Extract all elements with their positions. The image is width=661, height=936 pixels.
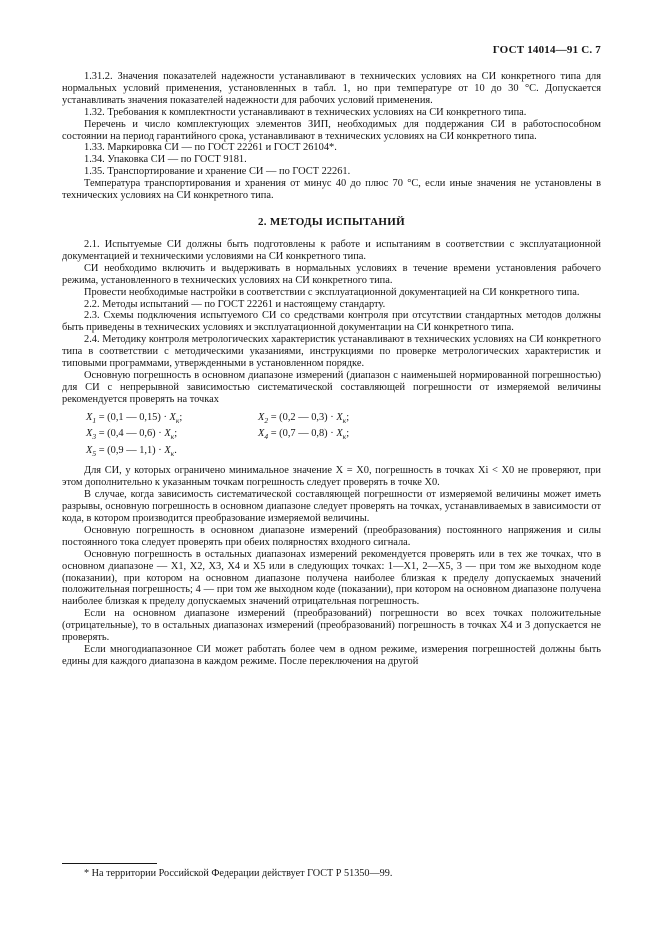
paragraph: 2.4. Методику контроля метрологических характеристик устанавливают в технических условиях на СИ конкретного типа в соответствии с методическими указаниями, инструкциями по проверке метрологических характеристик и типовыми программами, утвержденными в установленном порядке.	[62, 334, 601, 370]
paragraph: Основную погрешность в основном диапазоне измерений (диапазон с наименьшей нормированной погрешностью) для СИ с непрерывной зависимостью систематической составляющей погрешности от измеряемой величины рекомендуется проверять на точках	[62, 369, 601, 405]
footnote-text: * На территории Российской Федерации действует ГОСТ Р 51350—99.	[84, 868, 393, 880]
formula-row	[86, 444, 601, 461]
paragraph: 2.3. Схемы подключения испытуемого СИ со средствами контроля при отсутствии стандартных методов должны быть приведены в технических условиях и эксплуатационной документации на СИ конкретного типа.	[62, 310, 601, 334]
formula: $Х_1 = (0,1$ — $0,15) \cdot Х_к$;	[86, 411, 183, 425]
formula-row	[86, 427, 601, 444]
paragraph: Перечень и число комплектующих элементов ЗИП, необходимых для поддержания СИ в работоспособном состоянии на период гарантийного срока, устанавливают в технических условиях на СИ конкретного типа.	[62, 118, 601, 142]
paragraph: 2.2. Методы испытаний — по ГОСТ 22261 и настоящему стандарту.	[84, 298, 386, 310]
document-body	[62, 71, 601, 668]
formula: $Х_3 = (0,4$ — $0,6) \cdot Х_к$;	[86, 428, 178, 442]
paragraph: 1.34. Упаковка СИ — по ГОСТ 9181.	[84, 154, 247, 166]
paragraph: Провести необходимые настройки в соответствии с эксплуатационной документацией на СИ конкретного типа.	[84, 286, 580, 298]
paragraph: СИ необходимо включить и выдерживать в нормальных условиях в течение времени установления рабочего режима, установленного в технических условиях на СИ конкретного типа.	[62, 262, 601, 286]
paragraph: Основную погрешность в основном диапазоне измерений (преобразования) постоянного напряжения и силы постоянного тока следует проверять при обеих полярностях входного сигнала.	[62, 524, 601, 548]
formula: $Х_5 = (0,9$ — $1,1) \cdot Х_к$.	[86, 444, 177, 458]
formula-row	[86, 411, 601, 428]
paragraph: 2.1. Испытуемые СИ должны быть подготовлены к работе и испытаниям в соответствии с эксплуатационной документацией и техническими условиями на СИ конкретного типа.	[62, 238, 601, 262]
paragraph: Основную погрешность в остальных диапазонах измерений рекомендуется проверять или в тех же точках, что в основном диапазоне — Х1, Х2, Х3, Х4 и Х5 или в следующих точках: 1—Х1, 2—Х5, 3 — при том же выходном коде (показании), при котором на основном диапазоне получена наиболее близкая к пределу допускаемых значений положительная погрешность; 4 — при том же выходном коде (показании), при котором на основном диапазоне получена наиболее близкая к пределу допускаемых значений отрицательная погрешность.	[62, 548, 601, 608]
paragraph: 1.35. Транспортирование и хранение СИ — по ГОСТ 22261.	[84, 166, 351, 178]
paragraph: 1.32. Требования к комплектности устанавливают в технических условиях на СИ конкретного типа.	[84, 106, 527, 118]
paragraph: 1.33. Маркировка СИ — по ГОСТ 22261 и ГОСТ 26104*.	[84, 142, 337, 154]
paragraph: 1.31.2. Значения показателей надежности устанавливают в технических условиях на СИ конкретного типа для нормальных условий применения, установленных в табл. 1, но при температуре от 10 до 30 °С. Допускается устанавливать значения показателей надежности для рабочих условий применения.	[62, 71, 601, 106]
paragraph: Температура транспортирования и хранения от минус 40 до плюс 70 °С, если иные значения не установлены в технических условиях на СИ конкретного типа.	[62, 178, 601, 202]
paragraph: В случае, когда зависимость систематической составляющей погрешности от измеряемой величины может иметь разрывы, основную погрешность в основном диапазоне следует проверять на точках, устанавливаемых в зависимости от кода, в котором производится преобразование измеряемой величины.	[62, 489, 601, 525]
formula: $Х_2 = (0,2$ — $0,3) \cdot Х_к$;	[258, 411, 350, 425]
doc-reference: ГОСТ 14014—91 С. 7	[492, 44, 601, 56]
formula: $Х_4 = (0,7$ — $0,8) \cdot Х_к$;	[258, 428, 350, 442]
paragraph: Если на основном диапазоне измерений (преобразований) погрешности во всех точках положительные (отрицательные), то в остальных диапазонах измерений (преобразований) погрешность в точках Х4 и 3 допускается не проверять.	[62, 608, 601, 644]
footnote-divider	[62, 863, 157, 864]
formula-block	[86, 411, 601, 461]
paragraph: Если многодиапазонное СИ может работать более чем в одном режиме, измерения погрешностей должны быть едины для каждого диапазона в каждом режиме. После переключения на другой	[62, 643, 601, 667]
page-header	[62, 44, 601, 56]
paragraph: Для СИ, у которых ограничено минимальное значение Х = Х0, погрешность в точках Хi < Х0 не проверяют, при этом дополнительно к указанным точкам погрешность следует проверять в точке Х0.	[62, 465, 601, 489]
footnote	[62, 863, 601, 880]
section-heading: 2. МЕТОДЫ ИСПЫТАНИЙ	[258, 215, 405, 228]
